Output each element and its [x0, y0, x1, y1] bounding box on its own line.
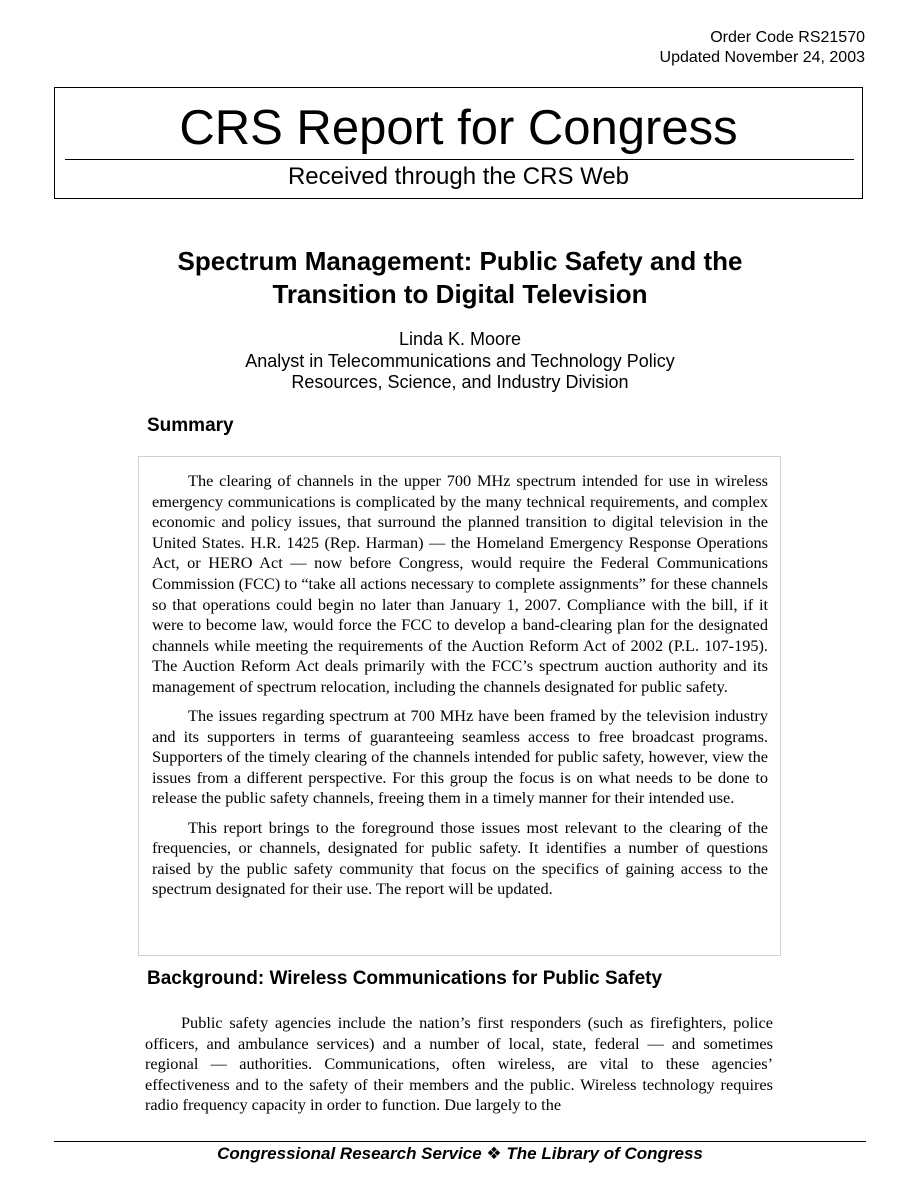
- summary-box: [138, 456, 781, 956]
- summary-heading: Summary: [147, 415, 234, 436]
- report-title: [100, 245, 820, 311]
- banner-title: CRS Report for Congress: [179, 101, 738, 155]
- footer-divider: [54, 1141, 866, 1142]
- footer-org: Congressional Research Service: [217, 1144, 482, 1163]
- report-title-line-2: Transition to Digital Television: [272, 279, 648, 309]
- background-paragraph: Public safety agencies include the nation’s first responders (such as firefighters, police officers, and ambulance services) and a number of local, state, federal — and sometimes regional — authorities. Communications, often wireless, are vital to these agencies’ effectiveness and to the safety of their members and the public. Wireless technology requires radio frequency capacity in order to function. Due largely to the: [145, 1013, 773, 1115]
- author-name: Linda K. Moore: [398, 329, 522, 349]
- summary-paragraph: This report brings to the foreground those issues most relevant to the clearing of the frequencies, or channels, designated for public safety. It identifies a number of questions raised by the public safety community that focus on the specifics of gaining access to the spectrum designated for their use. The report will be updated.: [152, 817, 768, 899]
- footer-separator-icon: ❖: [486, 1144, 502, 1163]
- banner-divider: [65, 159, 854, 160]
- order-info: [660, 28, 865, 68]
- author-division: Resources, Science, and Industry Division: [291, 372, 629, 392]
- updated-date: Updated November 24, 2003: [659, 49, 865, 66]
- author-block: [100, 329, 820, 394]
- footer-library: The Library of Congress: [506, 1144, 703, 1163]
- footer: [0, 1143, 920, 1165]
- banner-subtitle: Received through the CRS Web: [287, 163, 630, 190]
- author-title: Analyst in Telecommunications and Technology Policy: [245, 350, 675, 371]
- background-heading: Background: Wireless Communications for Public Safety: [147, 968, 663, 989]
- report-title-line-1: Spectrum Management: Public Safety and the: [177, 246, 743, 276]
- summary-paragraph: The clearing of channels in the upper 700 MHz spectrum intended for use in wireless emergency communications is complicated by the many technical requirements, and complex economic and policy issues, that surround the planned transition to digital television in the United States. H.R. 1425 (Rep. Harman) — the Homeland Emergency Response Operations Act, or HERO Act — now before Congress, would require the Federal Communications Commission (FCC) to “take all actions necessary to complete assignments” for these channels so that operations could begin no later than January 1, 2007. Compliance with the bill, if it were to become law, would force the FCC to develop a band-clearing plan for the designated channels while meeting the requirements of the Auction Reform Act of 2002 (P.L. 107-195). The Auction Reform Act deals primarily with the FCC’s spectrum auction authority and its management of spectrum relocation, including the channels designated for public safety.: [152, 471, 768, 696]
- report-banner: [54, 87, 863, 199]
- summary-paragraph: The issues regarding spectrum at 700 MHz have been framed by the television industry and its supporters in terms of guaranteeing seamless access to free broadcast programs. Supporters of the timely clearing of the channels intended for public safety, however, view the issues from a different perspective. For this group the focus is on what needs to be done to release the public safety channels, freeing them in a timely manner for their intended use.: [152, 706, 768, 808]
- order-code: Order Code RS21570: [710, 29, 865, 46]
